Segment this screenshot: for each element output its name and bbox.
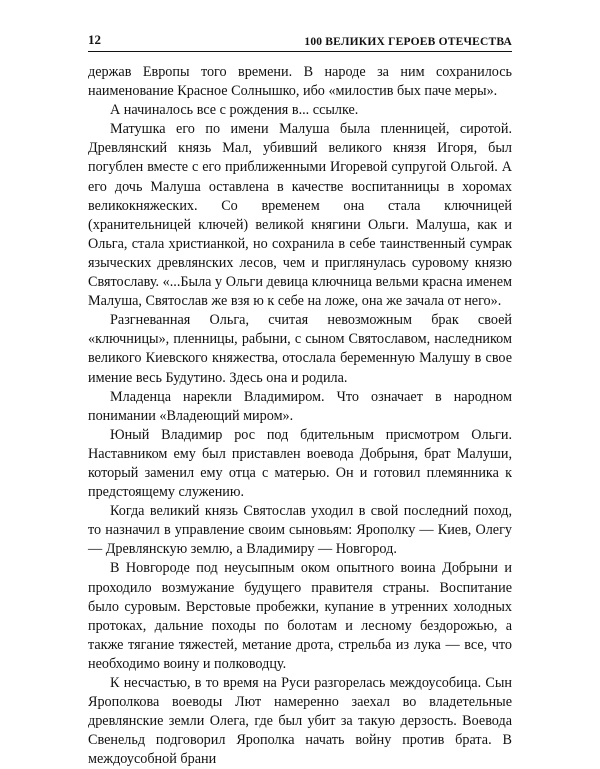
paragraph: Юный Владимир рос под бдительным присмотром Ольги. Наставником ему был приставлен воевода Добрыня, брат Малуши, который заменил ему отца с матерью. Он и готовил племянника к предстоящему служению. xyxy=(88,426,512,501)
running-header xyxy=(88,28,512,52)
paragraph: В Новгороде под неусыпным оком опытного воина Добрыни и проходило возмужание будущего правителя страны. Воспитание было суровым. Верстовые пробежки, купание в утренних холодных протоках, дальние походы по болотам и лесному бездорожью, а также тягание тяжестей, метание дрота, стрельба из лука — все, что необходимо воину и полководцу. xyxy=(88,560,512,672)
paragraph: А начиналось все с рождения в... ссылке. xyxy=(110,102,359,119)
page-number: 12 xyxy=(88,32,101,47)
paragraph: держав Европы того времени. В народе за ним сохранилось наименование Красное Солнышко, ибо «милостив бых паче меры». xyxy=(88,64,512,100)
paragraph: Младенца нарекли Владимиром. Что означает в народном понимании «Владеющий миром». xyxy=(88,388,512,424)
body-text xyxy=(88,63,512,769)
paragraph: Матушка его по имени Малуша была пленницей, сиротой. Древлянский князь Мал, убивший великого князя Игоря, был погублен вместе с его приближенными Игоревой супругой Ольгой. А его дочь Малуша оставлена в качестве воспитанницы в хоромах великокняжеских. Со временем она стала ключницей (хранительницей ключей) великой княгини Ольги. Малуша, как и Ольга, стала христианкой, но сохранила в себе таинственный сумрак языческих древлянских лесов, чем и приглянулась суровому князю Святославу. «...Была у Ольги девица ключница вельми красна именем Малуша, Святослав же взя ю к себе на ложе, она же зачала от него». xyxy=(88,121,512,310)
running-title: 100 ВЕЛИКИХ ГЕРОЕВ ОТЕЧЕСТВА xyxy=(304,36,512,48)
paragraph: Разгневанная Ольга, считая невозможным брак своей «ключницы», пленницы, рабыни, с сыном Святославом, наследником великого Киевского княжества, отослала беременную Малушу в свое имение весь Будутино. Здесь она и родила. xyxy=(88,312,512,386)
paragraph: Когда великий князь Святослав уходил в свой последний поход, то назначил в управление своим сыновьям: Ярополку — Киев, Олегу — Древлянскую землю, а Владимиру — Новгород. xyxy=(88,503,512,558)
paragraph: К несчастью, в то время на Руси разгорелась междоусобица. Сын Ярополкова воеводы Лют намеренно заехал во владетельные древлянские земли Олега, где был убит за такую дерзость. Воевода Свенельд подговорил Ярополка начать войну против брата. В междоусобной брани xyxy=(88,675,512,768)
